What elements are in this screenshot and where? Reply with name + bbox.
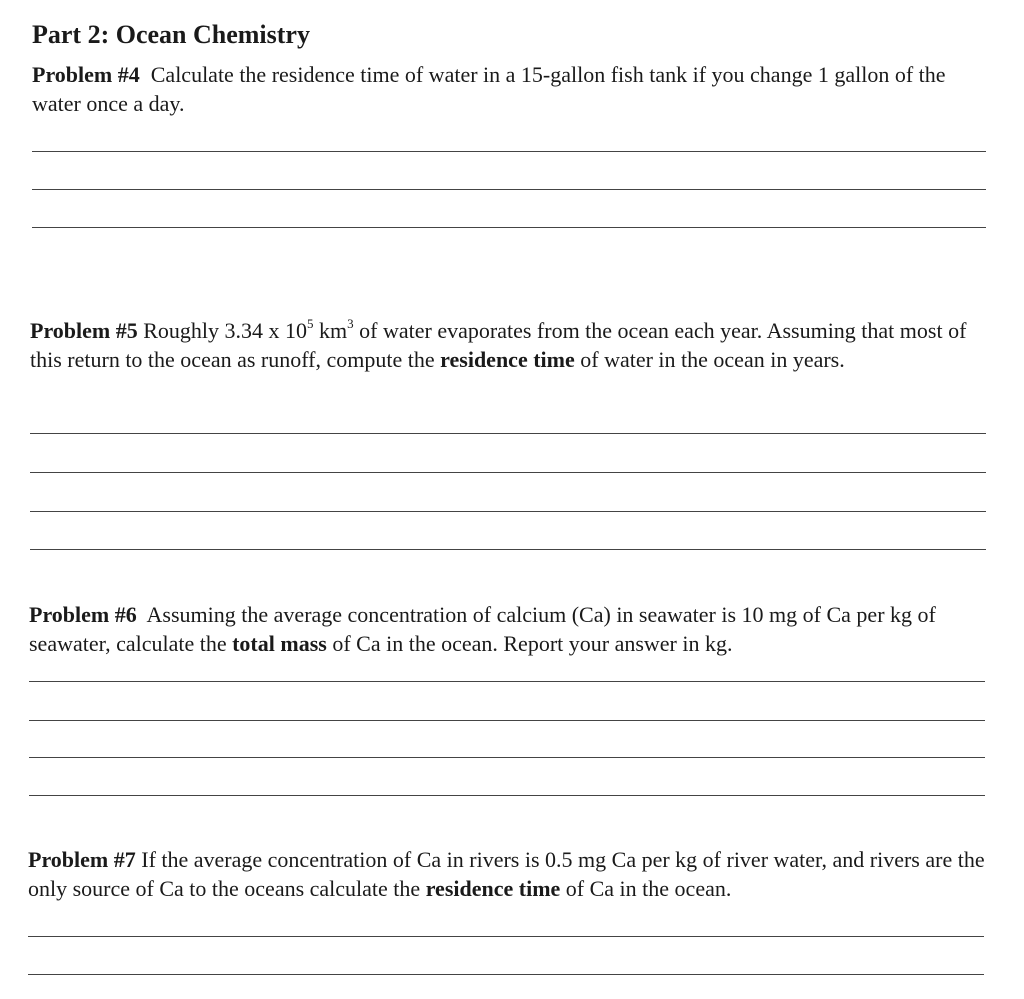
answer-line-5-1	[30, 433, 986, 434]
answer-line-6-2	[29, 720, 985, 721]
problem-4	[32, 60, 992, 118]
answer-line-6-1	[29, 681, 985, 682]
problem-4-label: Problem #4	[32, 62, 140, 87]
problem-5-text-c: of water in the ocean in years.	[574, 347, 845, 372]
answer-line-5-3	[30, 511, 986, 512]
problem-5-bold-term: residence time	[440, 347, 575, 372]
answer-line-6-3	[29, 757, 985, 758]
answer-line-4-3	[32, 227, 986, 228]
answer-line-7-1	[28, 936, 984, 937]
problem-7-label: Problem #7	[28, 847, 136, 872]
answer-line-4-1	[32, 151, 986, 152]
problem-6-text-a: Assuming the average concentration of calcium (Ca) in seawater is 10 mg of Ca per kg of seawater, calculate the	[29, 602, 936, 656]
answer-line-6-4	[29, 795, 985, 796]
answer-line-5-4	[30, 549, 986, 550]
problem-5-text-b: of water evaporates from the ocean each year. Assuming that most of this return to the ocean as runoff, compute the	[30, 318, 967, 372]
problem-7-bold-term: residence time	[425, 876, 561, 901]
problem-7-text-b: of Ca in the ocean.	[560, 876, 732, 901]
problem-7	[28, 845, 988, 903]
part-title: Part 2: Ocean Chemistry	[32, 20, 310, 49]
problem-5-unit-exponent: 3	[347, 315, 354, 331]
problem-5	[30, 316, 990, 374]
answer-line-4-2	[32, 189, 986, 190]
problem-6	[29, 600, 989, 658]
problem-6-text-b: of Ca in the ocean. Report your answer in kg.	[326, 631, 733, 656]
answer-line-5-2	[30, 472, 986, 473]
problem-5-unit: km	[313, 318, 348, 343]
problem-5-text-a: Roughly 3.34 x 10	[143, 318, 308, 343]
answer-line-7-2	[28, 974, 984, 975]
problem-6-bold-term: total mass	[232, 631, 327, 656]
problem-6-label: Problem #6	[29, 602, 137, 627]
problem-5-label: Problem #5	[30, 318, 138, 343]
problem-5-exponent: 5	[307, 315, 314, 331]
problem-7-text-a: If the average concentration of Ca in rivers is 0.5 mg Ca per kg of river water, and rivers are the only source of Ca to the oceans calculate the	[28, 847, 985, 901]
problem-4-text: Calculate the residence time of water in a 15-gallon fish tank if you change 1 gallon of the water once a day.	[32, 62, 946, 116]
